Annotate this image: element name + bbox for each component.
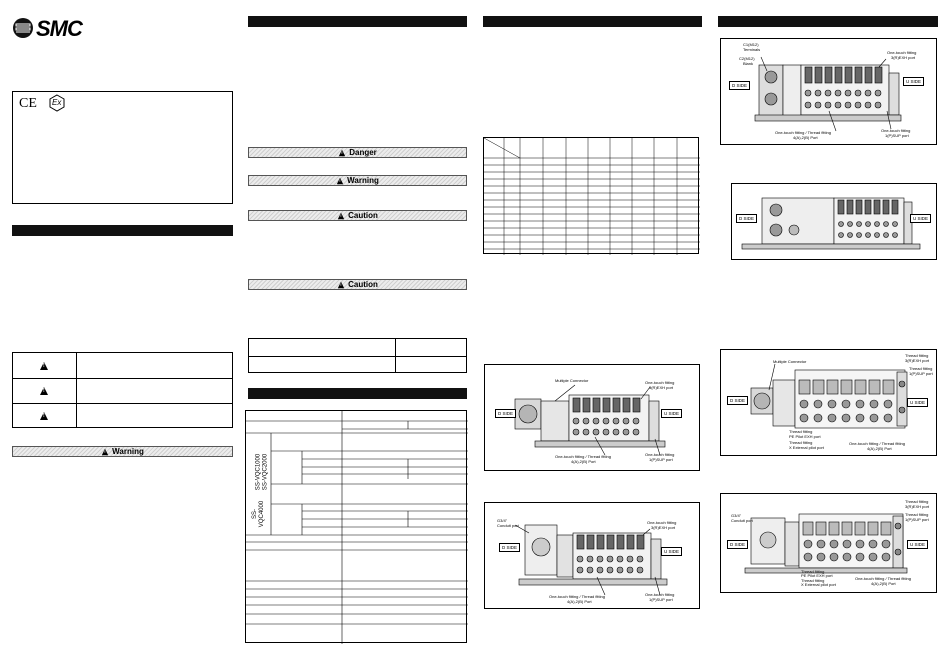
d5-top-right-3: Thread fitting — [909, 366, 933, 371]
d3-fit-right-2: 1(P)SUP port — [885, 133, 909, 138]
d5-x-1: Thread fitting — [789, 440, 813, 445]
d3-side-right: U SIDE — [903, 77, 924, 86]
manifold-drawing-4 — [732, 184, 938, 261]
d2-fit-mid-2: 4(A),2(B) Port — [567, 599, 592, 604]
d6-side-left: D SIDE — [727, 540, 748, 549]
d3-top-left-2: Terminals — [743, 47, 761, 52]
d1-fit-top-2: 3(R)EXH port — [649, 385, 674, 390]
model-table — [483, 137, 699, 254]
caution-triangle-icon — [40, 412, 48, 420]
d2-side-right: U SIDE — [661, 547, 682, 556]
d2-fit-mid-1: One-touch fitting / Thread fitting — [549, 594, 605, 599]
d5-bottom-2: 4(A),2(B) Port — [867, 446, 892, 451]
d6-pe-2: PE Pilot EXH port — [801, 573, 833, 578]
danger-banner: ! Danger — [248, 147, 467, 158]
d3-top-left-1: C1(M12) — [743, 42, 759, 47]
diagram-conduit-thread — [720, 493, 937, 593]
d1-fit-mid-1: One-touch fitting / Thread fitting — [555, 454, 611, 459]
d6-x-2: X External pilot port — [801, 582, 836, 587]
warning-banner-2: ! Warning — [248, 175, 467, 186]
d3-top-left-3: C2(M12) — [739, 56, 755, 61]
d6-bottom-1: One-touch fitting / Thread fitting — [855, 576, 911, 581]
d5-top-right-1: Thread fitting — [905, 353, 929, 358]
spec-side-label-1: SS-VQC1000 SS-VQC2000 — [255, 453, 269, 491]
small-table — [248, 338, 467, 373]
section-bar-2 — [248, 16, 467, 27]
d3-top-left-4: Blank — [743, 61, 754, 66]
d5-bottom-1: One-touch fitting / Thread fitting — [849, 441, 905, 446]
d3-fit-mid-1: One-touch fitting / Thread fitting — [775, 130, 831, 135]
d4-side-right: U SIDE — [910, 214, 931, 223]
spec-table-grid — [246, 411, 468, 644]
diagram-multiple-connector-thread — [720, 349, 937, 456]
d6-top-right-4: 1(P)SUP port — [905, 517, 929, 522]
d5-side-right: U SIDE — [907, 398, 928, 407]
d2-conduit-1: G3/4" — [497, 518, 508, 523]
d6-conduit-2: Conduit port — [731, 518, 753, 523]
d6-x-1: Thread fitting — [801, 578, 825, 583]
d2-fit-right-2: 1(P)SUP port — [649, 597, 673, 602]
spec-side-label-2: SS-VQC4000 — [252, 500, 265, 528]
d5-side-left: D SIDE — [727, 396, 748, 405]
d5-top-right-4: 1(P)SUP port — [909, 371, 933, 376]
d3-side-left: D SIDE — [729, 81, 750, 90]
d5-x-2: X External pilot port — [789, 445, 824, 450]
warning-icon-2 — [337, 177, 343, 183]
danger-triangle-icon — [40, 362, 48, 370]
specification-table — [245, 410, 467, 643]
d2-conduit-2: Conduit port — [497, 523, 519, 528]
d1-fit-right-2: 1(P)SUP port — [649, 457, 673, 462]
d5-top-right-2: 3(R)EXH port — [905, 358, 930, 363]
d4-side-left: D SIDE — [736, 214, 757, 223]
d6-pe-1: Thread fitting — [801, 569, 825, 574]
ex-mark: Ex — [49, 95, 65, 111]
d3-fit-right-1: One-touch fitting — [881, 128, 911, 133]
d2-fit-right-1: One-touch fitting — [645, 592, 675, 597]
diagram-multiple-connector — [484, 364, 700, 471]
caution-icon-1 — [338, 212, 344, 218]
certification-box — [12, 91, 233, 204]
d6-conduit-1: G3/4" — [731, 513, 742, 518]
d3-fit-top-1: One-touch fitting — [887, 50, 917, 55]
d5-pe-1: Thread fitting — [789, 429, 813, 434]
d6-side-right: U SIDE — [907, 540, 928, 549]
section-bar-5 — [718, 16, 938, 27]
ce-mark: CE — [19, 96, 37, 111]
d3-fit-mid-2: 4(A),2(B) Port — [793, 135, 818, 140]
d2-fit-top-1: One-touch fitting — [647, 520, 677, 525]
warning-triangle-icon — [40, 387, 48, 395]
warning-banner: ! Warning — [12, 446, 233, 457]
smc-logo-text: SMC — [36, 16, 82, 41]
d1-side-left: D SIDE — [495, 409, 516, 418]
diagram-fieldbus — [731, 183, 937, 260]
smc-logo — [12, 16, 102, 40]
d2-side-left: D SIDE — [499, 543, 520, 552]
d6-bottom-2: 4(A),2(B) Port — [871, 581, 896, 586]
d1-fit-right-1: One-touch fitting — [645, 452, 675, 457]
model-table-grid — [484, 138, 700, 255]
d2-fit-top-2: 3(R)EXH port — [651, 525, 676, 530]
warning-icon — [102, 448, 108, 454]
symbol-table — [12, 352, 233, 428]
manifold-drawing-5 — [721, 350, 938, 457]
d3-fit-top-2: 3(R)EXH port — [891, 55, 916, 60]
d6-top-right-3: Thread fitting — [905, 512, 929, 517]
section-bar-1 — [12, 225, 233, 236]
diagram-conduit — [484, 502, 700, 609]
d1-fit-top-1: One-touch fitting — [645, 380, 675, 385]
caution-icon-2 — [338, 281, 344, 287]
section-bar-4 — [483, 16, 702, 27]
danger-icon — [339, 149, 345, 155]
diagram-m12 — [720, 38, 937, 145]
d5-connector-label: Multiple Connector — [773, 359, 807, 364]
caution-banner-2: ! Caution — [248, 279, 467, 290]
caution-banner-1: ! Caution — [248, 210, 467, 221]
d1-side-right: U SIDE — [661, 409, 682, 418]
section-bar-3 — [248, 388, 467, 399]
d5-pe-2: PE Pilot EXH port — [789, 434, 821, 439]
d1-fit-mid-2: 4(A),2(B) Port — [571, 459, 596, 464]
d6-top-right-2: 3(R)EXH port — [905, 504, 930, 509]
d6-top-right-1: Thread fitting — [905, 499, 929, 504]
d1-connector-label: Multiple Connector — [555, 378, 589, 383]
